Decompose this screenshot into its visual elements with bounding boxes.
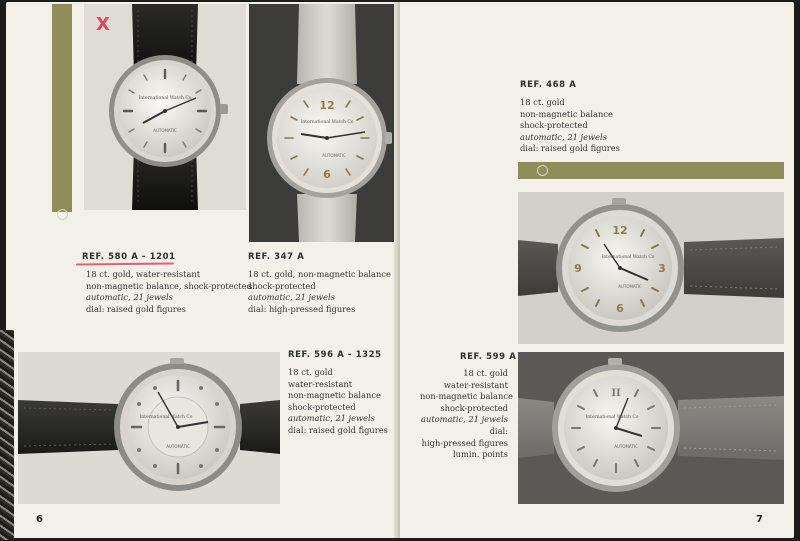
background-scrap	[0, 330, 14, 540]
spec-line: water-resistant	[443, 379, 508, 390]
dial-brand-text: International Watch Co	[139, 415, 193, 420]
svg-text:12: 12	[612, 224, 628, 237]
dial-brand-text: International Watch Co	[601, 255, 655, 260]
spec-line: lumin. points	[452, 449, 508, 460]
ref-label-599a: REF. 599 A	[460, 352, 517, 362]
spec-line: automatic, 21 jewels	[86, 292, 173, 303]
spec-line: non-magnetic balance, shock-protected	[86, 280, 252, 291]
spec-line: dial: raised gold figures	[520, 143, 620, 154]
spec-line: shock-protected	[248, 280, 316, 291]
spec-347a	[248, 269, 391, 315]
spec-line: 18 ct. gold	[520, 97, 565, 107]
spec-line: high-pressed figures	[421, 437, 508, 448]
dial-label-text: AUTOMATIC	[618, 284, 642, 289]
spec-line: non-magnetic balance	[420, 391, 513, 402]
ref-label-580a: REF. 580 A - 1201	[82, 252, 176, 262]
spec-line: 18 ct. gold, non-magnetic balance	[248, 269, 391, 279]
spec-596a	[288, 367, 388, 437]
left-page	[6, 2, 398, 538]
emblem-icon	[57, 209, 68, 220]
right-page	[400, 2, 794, 538]
svg-text:9: 9	[574, 262, 582, 275]
watch-photo-347a	[249, 4, 398, 242]
olive-top-band	[518, 162, 784, 179]
spec-line: shock-protected	[440, 402, 508, 413]
spec-line: water-resistant	[288, 378, 353, 389]
ref-label-468a: REF. 468 A	[520, 80, 577, 90]
spec-468a	[520, 97, 620, 155]
dial-brand-text: International Watch Co	[138, 96, 192, 101]
dial-brand-text: International Watch Co	[585, 415, 639, 420]
olive-side-band	[52, 4, 72, 212]
spec-line: automatic, 21 jewels	[248, 292, 335, 303]
spec-line: 18 ct. gold	[288, 367, 333, 377]
emblem-icon	[537, 165, 548, 176]
dial-brand-text: International Watch Co	[300, 120, 354, 125]
svg-text:II: II	[611, 388, 621, 399]
spec-line: automatic, 21 jewels	[288, 413, 375, 424]
dial-label-text: AUTOMATIC	[614, 444, 638, 449]
spec-line: shock-protected	[520, 120, 588, 131]
spec-line: non-magnetic balance	[288, 390, 381, 401]
spec-line: automatic, 21 jewels	[520, 131, 607, 142]
spec-line: dial:	[489, 425, 508, 436]
page-number-right: 7	[756, 514, 763, 525]
ref-label-347a: REF. 347 A	[248, 252, 305, 262]
dial-label-text: AUTOMATIC	[322, 153, 346, 158]
svg-text:12: 12	[319, 99, 335, 112]
spec-line: dial: raised gold figures	[288, 424, 388, 435]
watch-photo-468a	[518, 192, 784, 344]
spec-599a	[420, 368, 513, 461]
ref-label-596a: REF. 596 A - 1325	[288, 350, 382, 360]
spec-line: non-magnetic balance	[520, 108, 613, 119]
watch-photo-596a	[18, 352, 280, 504]
spec-line: 18 ct. gold	[463, 368, 508, 378]
handwritten-x-mark: X	[96, 14, 110, 35]
spec-580a	[86, 269, 252, 315]
dial-label-text: AUTOMATIC	[166, 444, 190, 449]
spec-line: dial: high-pressed figures	[248, 303, 356, 314]
svg-text:6: 6	[323, 168, 331, 181]
svg-text:3: 3	[658, 262, 666, 275]
svg-text:6: 6	[616, 302, 624, 315]
spec-line: shock-protected	[288, 401, 356, 412]
spec-line: dial: raised gold figures	[86, 303, 186, 314]
spec-line: 18 ct. gold, water-resistant	[86, 269, 201, 279]
pen-underline-mark	[76, 262, 174, 265]
page-number-left: 6	[36, 514, 43, 525]
watch-photo-599a	[518, 352, 784, 504]
dial-label-text: AUTOMATIC	[153, 128, 177, 133]
spec-line: automatic, 21 jewels	[421, 414, 508, 425]
